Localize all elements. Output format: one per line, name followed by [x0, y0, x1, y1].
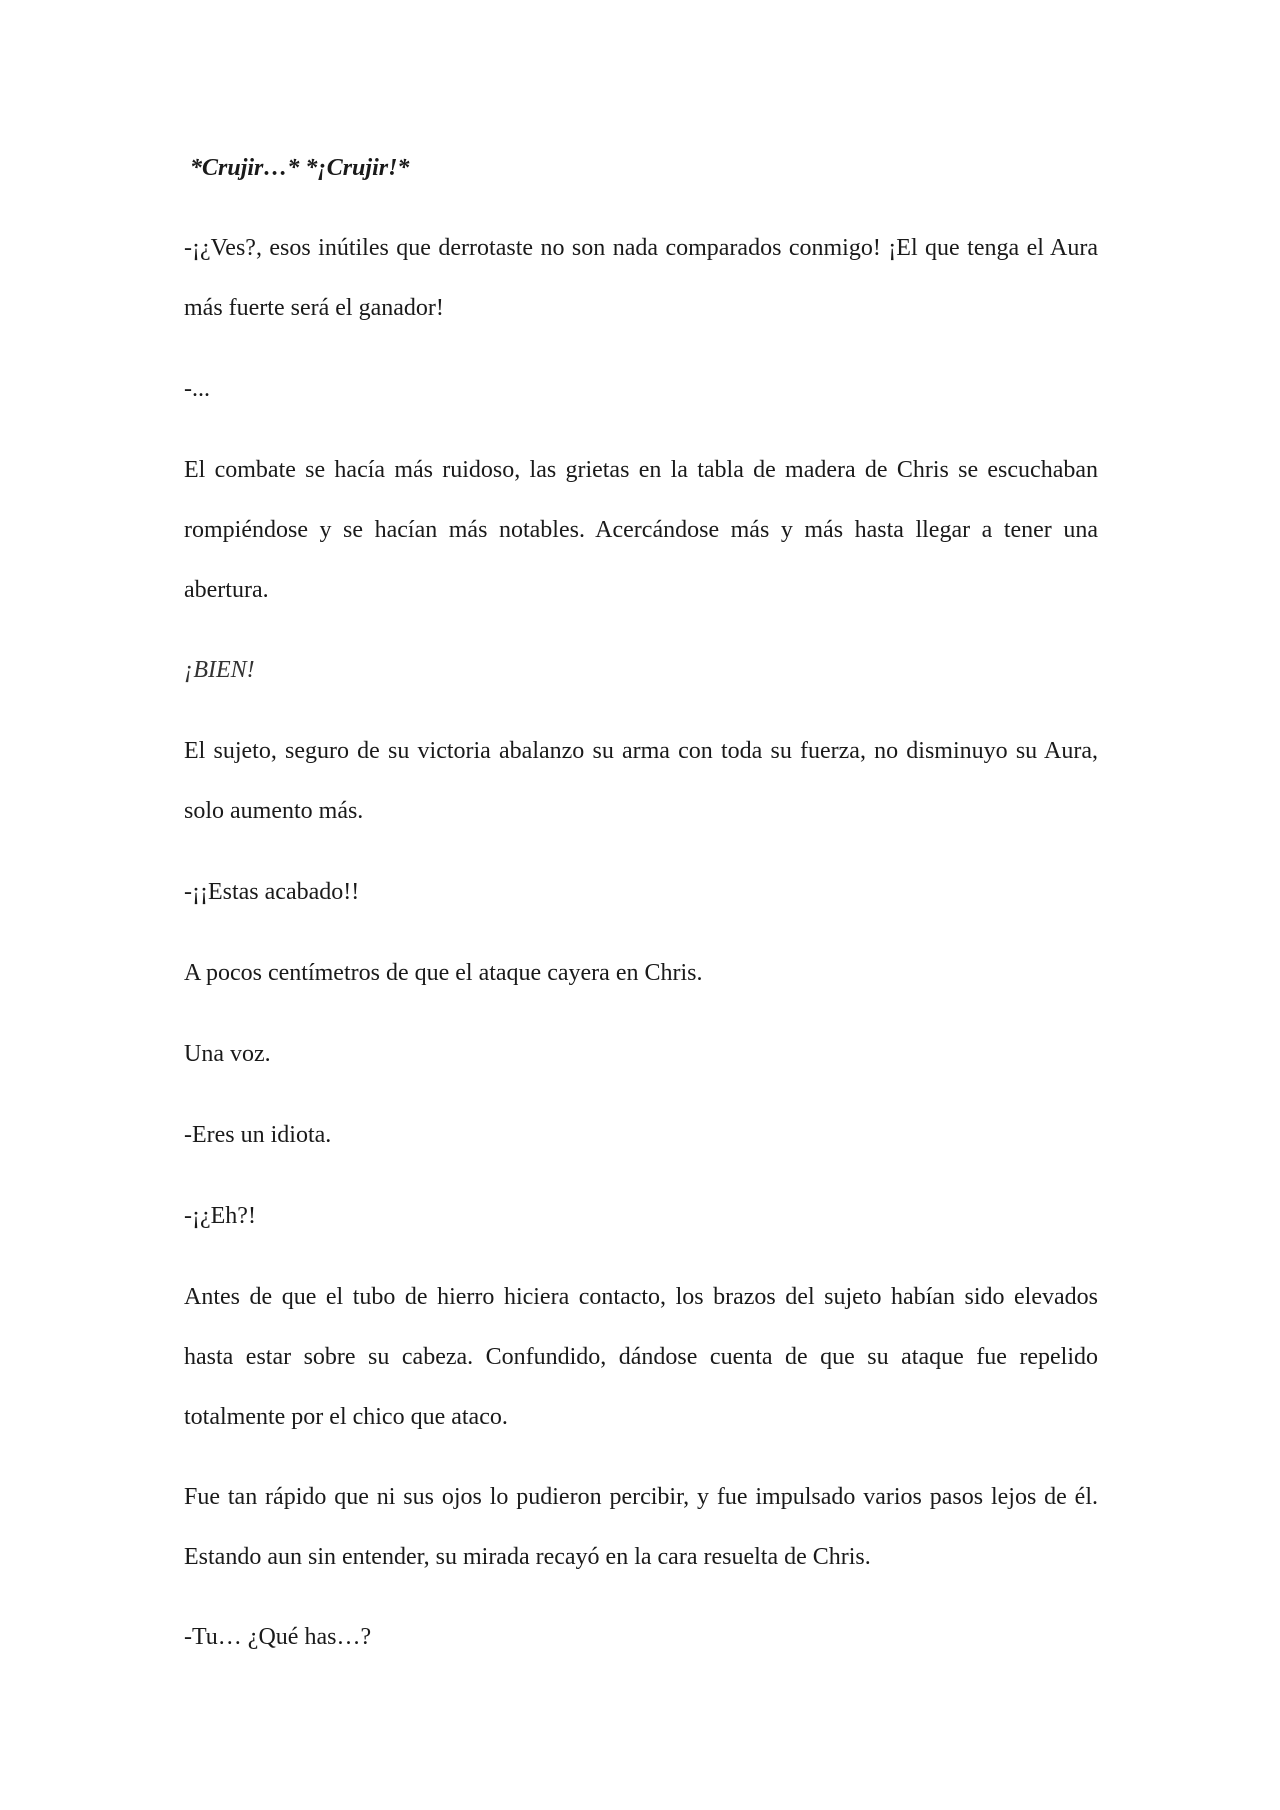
paragraph-dialogue-2: -...: [184, 376, 210, 402]
paragraph-dialogue-6: -Tu… ¿Qué has…?: [184, 1624, 372, 1650]
paragraph-narration-5: Antes de que el tubo de hierro hiciera contacto, los brazos del sujeto habían sido elevados hasta estar sobre su cabeza. Confundido, dándose cuenta de que su ataque fue repelido totalmente por el chico que ataco.: [184, 1284, 1098, 1430]
paragraph-thought: ¡BIEN!: [184, 657, 255, 683]
paragraph-narration-2: El sujeto, seguro de su victoria abalanzo su arma con toda su fuerza, no disminuyo su Aura, solo aumento más.: [184, 738, 1098, 824]
paragraph-dialogue-1: -¡¿Ves?, esos inútiles que derrotaste no son nada comparados conmigo! ¡El que tenga el Aura más fuerte será el ganador!: [184, 235, 1098, 321]
heading-sound-effect: *Crujir…* *¡Crujir!*: [190, 155, 410, 181]
paragraph-dialogue-3: -¡¡Estas acabado!!: [184, 879, 360, 905]
paragraph-dialogue-5: -¡¿Eh?!: [184, 1203, 256, 1229]
paragraph-dialogue-4: -Eres un idiota.: [184, 1122, 332, 1148]
paragraph-narration-4: Una voz.: [184, 1041, 271, 1067]
paragraph-narration-1: El combate se hacía más ruidoso, las grietas en la tabla de madera de Chris se escuchaban rompiéndose y se hacían más notables. Acercándose más y más hasta llegar a tener una abertura.: [184, 457, 1098, 603]
document-page: [184, 0, 1098, 1810]
paragraph-narration-3: A pocos centímetros de que el ataque cayera en Chris.: [184, 960, 703, 986]
paragraph-narration-6: Fue tan rápido que ni sus ojos lo pudieron percibir, y fue impulsado varios pasos lejos de él. Estando aun sin entender, su mirada recayó en la cara resuelta de Chris.: [184, 1484, 1098, 1570]
